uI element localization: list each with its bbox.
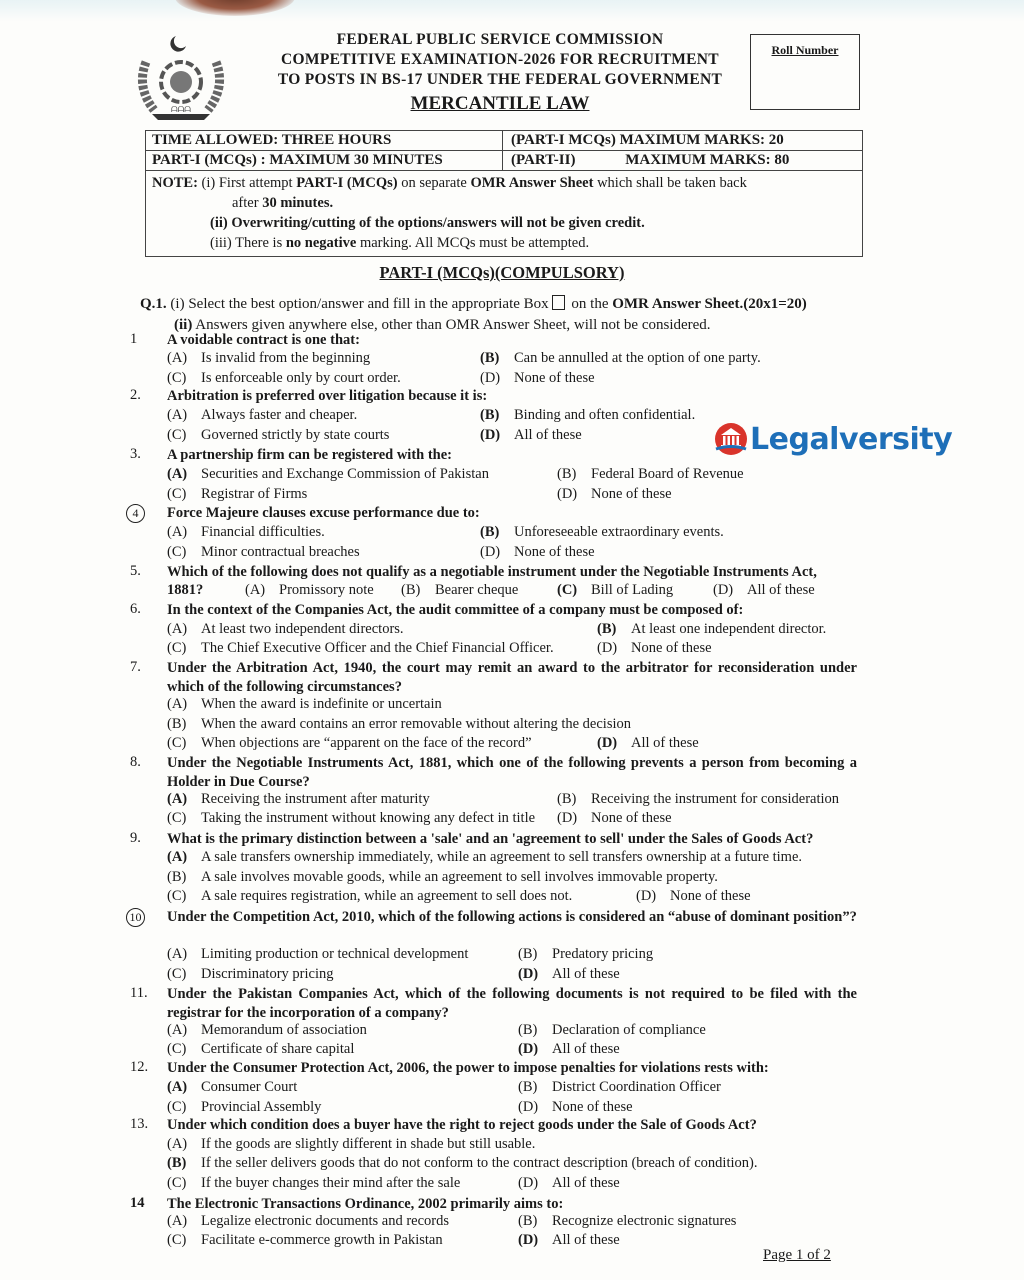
q1-instructions: Q.1. (i) Select the best option/answer and fill in the appropriate Box on the OMR Answer Sheet.(20x1=20) (ii) Answers given anywhere else, other than OMR Answer Sheet, will not be considered. bbox=[140, 296, 807, 333]
exam-info-table bbox=[145, 130, 863, 257]
roll-number-box[interactable] bbox=[750, 34, 860, 110]
option-b[interactable]: (B) District Coordination Officer bbox=[518, 1079, 721, 1095]
option-a[interactable]: (A) Legalize electronic documents and records bbox=[167, 1213, 449, 1229]
option-c[interactable]: (C) The Chief Executive Officer and the Chief Financial Officer. bbox=[167, 640, 554, 656]
option-d[interactable]: (D) All of these bbox=[480, 427, 582, 443]
option-b[interactable]: (B) Receiving the instrument for consideration bbox=[557, 791, 840, 807]
roll-number-label: Roll Number bbox=[771, 43, 839, 57]
option-b[interactable]: (B) Can be annulled at the option of one party. bbox=[480, 350, 761, 366]
note-i-cont: after 30 minutes. bbox=[232, 195, 334, 211]
option-d[interactable]: (D) All of these bbox=[597, 735, 699, 751]
option-c[interactable]: (C) Certificate of share capital bbox=[167, 1041, 355, 1057]
option-a[interactable]: (A) At least two independent directors. bbox=[167, 621, 404, 637]
option-c[interactable]: (C) If the buyer changes their mind after the sale bbox=[167, 1175, 461, 1191]
note-ii: (ii) Overwriting/cutting of the options/answers will not be given credit. bbox=[210, 215, 645, 231]
header-line-1: FEDERAL PUBLIC SERVICE COMMISSION bbox=[336, 31, 664, 48]
option-d[interactable]: (D) None of these bbox=[480, 544, 595, 560]
option-c[interactable]: (C) Bill of Lading bbox=[557, 582, 674, 598]
option-b[interactable]: (B) If the seller delivers goods that do not conform to the contract description (breach of condition). bbox=[167, 1155, 758, 1171]
circled-number: 4 bbox=[126, 504, 145, 523]
option-a[interactable]: (A) Securities and Exchange Commission of Pakistan bbox=[167, 466, 489, 482]
subject-title: MERCANTILE LAW bbox=[410, 93, 590, 114]
fpsc-emblem-icon bbox=[132, 32, 230, 124]
option-a[interactable]: (A) Limiting production or technical development bbox=[167, 946, 469, 962]
option-d[interactable]: (D) All of these bbox=[518, 966, 620, 982]
option-d[interactable]: (D) All of these bbox=[713, 582, 815, 598]
option-d[interactable]: (D) All of these bbox=[518, 1175, 620, 1191]
option-b[interactable]: (B) Recognize electronic signatures bbox=[518, 1213, 737, 1229]
option-b[interactable]: (B) When the award contains an error removable without altering the decision bbox=[167, 716, 632, 732]
option-b[interactable]: (B) Unforeseeable extraordinary events. bbox=[480, 524, 724, 540]
part-title: PART-I (MCQs)(COMPULSORY) bbox=[379, 263, 625, 282]
svg-text:ᗩᗩᗩ: ᗩᗩᗩ bbox=[171, 105, 191, 114]
omr-box-icon bbox=[552, 295, 565, 310]
option-a[interactable]: (A) A sale transfers ownership immediately, while an agreement to sell transfers ownership at a future time. bbox=[167, 849, 803, 865]
option-b[interactable]: (B) Predatory pricing bbox=[518, 946, 654, 962]
option-c[interactable]: (C) Registrar of Firms bbox=[167, 486, 308, 502]
legalversity-logo: Legalversity bbox=[714, 419, 952, 459]
option-c[interactable]: (C) A sale requires registration, while an agreement to sell does not. bbox=[167, 888, 573, 904]
option-c[interactable]: (C) Discriminatory pricing bbox=[167, 966, 334, 982]
note-i: NOTE: (i) First attempt PART-I (MCQs) on separate OMR Answer Sheet which shall be taken back bbox=[152, 175, 747, 191]
option-a[interactable]: (A) Always faster and cheaper. bbox=[167, 407, 358, 423]
option-a[interactable]: (A) Memorandum of association bbox=[167, 1022, 367, 1038]
option-a[interactable]: (A) If the goods are slightly different in shade but still usable. bbox=[167, 1136, 536, 1152]
option-a[interactable]: (A) When the award is indefinite or uncertain bbox=[167, 696, 442, 712]
option-d[interactable]: (D) None of these bbox=[557, 486, 672, 502]
header-line-3: TO POSTS IN BS-17 UNDER THE FEDERAL GOVERNMENT bbox=[277, 71, 723, 88]
option-d[interactable]: (D) None of these bbox=[518, 1099, 633, 1115]
option-b[interactable]: (B) Binding and often confidential. bbox=[480, 407, 696, 423]
option-a[interactable]: (A) Financial difficulties. bbox=[167, 524, 325, 540]
option-b[interactable]: (B) At least one independent director. bbox=[597, 621, 827, 637]
option-b[interactable]: (B) Bearer cheque bbox=[401, 582, 519, 598]
option-c[interactable]: (C) Governed strictly by state courts bbox=[167, 427, 390, 443]
option-a[interactable]: (A) Is invalid from the beginning bbox=[167, 350, 371, 366]
part1-time: PART-I (MCQs) : MAXIMUM 30 MINUTES bbox=[146, 151, 503, 170]
photo-edge-shadow bbox=[0, 0, 1024, 22]
note-iii: (iii) There is no negative marking. All MCQs must be attempted. bbox=[210, 235, 590, 251]
option-a[interactable]: (A) Consumer Court bbox=[167, 1079, 298, 1095]
option-d[interactable]: (D) All of these bbox=[518, 1232, 620, 1248]
option-d[interactable]: (D) None of these bbox=[480, 370, 595, 386]
circled-number: 10 bbox=[126, 908, 145, 927]
header-line-2: COMPETITIVE EXAMINATION-2026 FOR RECRUITMENT bbox=[281, 51, 719, 68]
option-c[interactable]: (C) Taking the instrument without knowing any defect in title bbox=[167, 810, 536, 826]
option-d[interactable]: (D) None of these bbox=[557, 810, 672, 826]
option-b[interactable]: (B) A sale involves movable goods, while an agreement to sell involves immovable property. bbox=[167, 869, 718, 885]
page-number: Page 1 of 2 bbox=[763, 1247, 831, 1263]
option-d[interactable]: (D) All of these bbox=[518, 1041, 620, 1057]
option-a[interactable]: (A) Receiving the instrument after maturity bbox=[167, 791, 430, 807]
option-c[interactable]: (C) Provincial Assembly bbox=[167, 1099, 322, 1115]
option-c[interactable]: (C) When objections are “apparent on the face of the record” bbox=[167, 735, 532, 751]
option-b[interactable]: (B) Declaration of compliance bbox=[518, 1022, 706, 1038]
option-b[interactable]: (B) Federal Board of Revenue bbox=[557, 466, 744, 482]
part2-max-marks: (PART-II) MAXIMUM MARKS: 80 bbox=[511, 152, 790, 168]
time-allowed: TIME ALLOWED: THREE HOURS bbox=[146, 131, 503, 150]
option-c[interactable]: (C) Is enforceable only by court order. bbox=[167, 370, 401, 386]
option-c[interactable]: (C) Minor contractual breaches bbox=[167, 544, 360, 560]
exam-notes bbox=[146, 171, 862, 256]
option-d[interactable]: (D) None of these bbox=[597, 640, 712, 656]
exam-header bbox=[260, 30, 740, 90]
option-a[interactable]: (A) Promissory note bbox=[245, 582, 374, 598]
part1-max-marks: (PART-I MCQs) MAXIMUM MARKS: 20 bbox=[511, 132, 784, 148]
option-c[interactable]: (C) Facilitate e-commerce growth in Pakistan bbox=[167, 1232, 443, 1248]
option-d[interactable]: (D) None of these bbox=[636, 888, 751, 904]
